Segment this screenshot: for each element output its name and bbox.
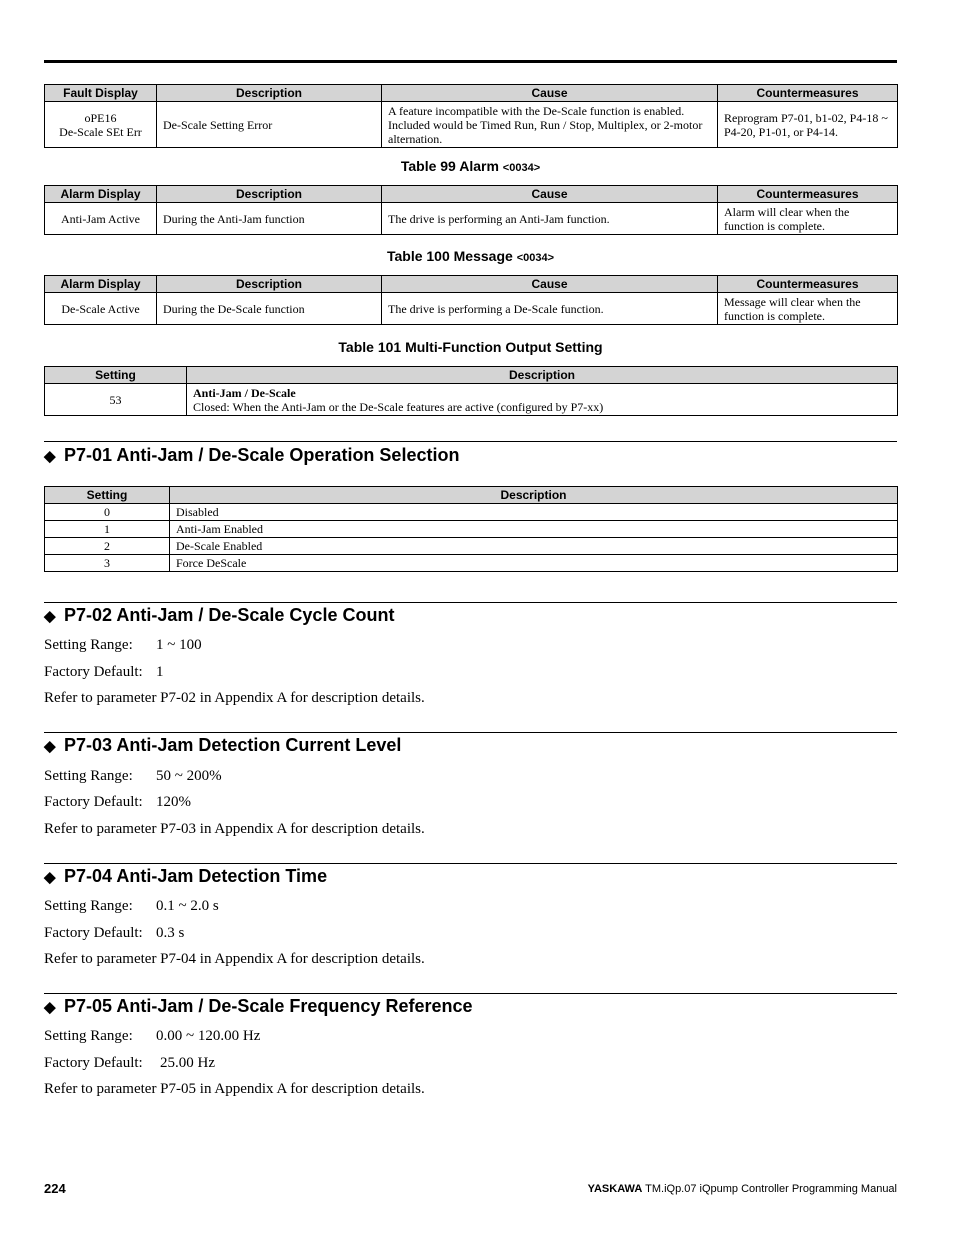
fault-code: oPE16 bbox=[84, 110, 117, 125]
fault-display-cell bbox=[45, 102, 157, 148]
table-header-row bbox=[45, 186, 898, 203]
caption-code: <0034> bbox=[516, 252, 555, 264]
setting-range: Setting Range: 0.00 ~ 120.00 Hz bbox=[44, 1028, 261, 1044]
factory-default: Factory Default: 120% bbox=[44, 794, 191, 810]
top-rule bbox=[44, 60, 897, 63]
table-100-caption: Table 100 Message <0034> bbox=[386, 248, 555, 264]
refer-text: Refer to parameter P7-05 in Appendix A for description details. bbox=[44, 1081, 425, 1097]
column-header: Description bbox=[187, 367, 898, 384]
table-header-row bbox=[45, 276, 898, 293]
factory-default: Factory Default: 25.00 Hz bbox=[44, 1055, 215, 1071]
column-header: Description bbox=[170, 487, 898, 504]
column-header: Description bbox=[157, 186, 382, 203]
factory-default-value: 120% bbox=[156, 794, 191, 810]
countermeasures-cell: Reprogram P7-01, b1-02, P4-18 ~ P4-20, P1-01, or P4-14. bbox=[718, 102, 898, 148]
table-row bbox=[45, 102, 898, 148]
section-rule bbox=[44, 732, 897, 733]
setting-cell: 1 bbox=[45, 521, 170, 538]
diamond-icon: ◆ bbox=[44, 738, 56, 755]
factory-default: Factory Default: 1 bbox=[44, 664, 164, 680]
section-heading-p7-03: ◆ P7-03 Anti-Jam Detection Current Level bbox=[44, 735, 402, 755]
cause-cell: The drive is performing a De-Scale function. bbox=[382, 293, 718, 325]
diamond-icon: ◆ bbox=[44, 869, 56, 886]
column-header: Fault Display bbox=[45, 85, 157, 102]
alarm-display-cell: Anti-Jam Active bbox=[45, 203, 157, 235]
table-101-caption: Table 101 Multi-Function Output Setting bbox=[338, 339, 603, 355]
column-header: Description bbox=[157, 276, 382, 293]
section-rule bbox=[44, 863, 897, 864]
diamond-icon: ◆ bbox=[44, 608, 56, 625]
setting-range-value: 1 ~ 100 bbox=[156, 637, 202, 653]
table-row bbox=[45, 555, 898, 572]
table-header-row bbox=[45, 85, 898, 102]
setting-range-value: 0.1 ~ 2.0 s bbox=[156, 898, 219, 914]
diamond-icon: ◆ bbox=[44, 448, 56, 465]
section-heading-p7-05: ◆ P7-05 Anti-Jam / De-Scale Frequency Reference bbox=[44, 996, 473, 1016]
description-cell: De-Scale Setting Error bbox=[157, 102, 382, 148]
column-header: Alarm Display bbox=[45, 276, 157, 293]
factory-default: Factory Default: 0.3 s bbox=[44, 925, 185, 941]
manual-name: TM.iQp.07 iQpump Controller Programming Manual bbox=[645, 1183, 897, 1195]
multi-function-output-table bbox=[44, 366, 898, 416]
factory-default-value: 1 bbox=[156, 664, 164, 680]
cause-cell: The drive is performing an Anti-Jam function. bbox=[382, 203, 718, 235]
section-heading-p7-04: ◆ P7-04 Anti-Jam Detection Time bbox=[44, 866, 328, 886]
table-header-row bbox=[45, 487, 898, 504]
table-row bbox=[45, 521, 898, 538]
table-99-caption: Table 99 Alarm <0034> bbox=[400, 158, 541, 174]
description-cell: Force DeScale bbox=[170, 555, 898, 572]
column-header: Cause bbox=[382, 276, 718, 293]
table-row bbox=[45, 504, 898, 521]
cause-cell: A feature incompatible with the De-Scale function is enabled. Included would be Timed Run, Run / Stop, Multiplex, or 2-motor alternation. bbox=[382, 102, 718, 148]
setting-cell: 2 bbox=[45, 538, 170, 555]
setting-range: Setting Range: 1 ~ 100 bbox=[44, 637, 202, 653]
column-header: Alarm Display bbox=[45, 186, 157, 203]
column-header: Countermeasures bbox=[718, 276, 898, 293]
description-cell: During the De-Scale function bbox=[157, 293, 382, 325]
table-header-row bbox=[45, 367, 898, 384]
setting-range-value: 50 ~ 200% bbox=[156, 768, 222, 784]
caption-code: <0034> bbox=[502, 162, 541, 174]
section-rule bbox=[44, 993, 897, 994]
description-cell bbox=[187, 384, 898, 416]
setting-range: Setting Range: 0.1 ~ 2.0 s bbox=[44, 898, 219, 914]
column-header: Setting bbox=[45, 367, 187, 384]
column-header: Countermeasures bbox=[718, 85, 898, 102]
column-header: Description bbox=[157, 85, 382, 102]
factory-default-value: 25.00 Hz bbox=[160, 1055, 215, 1071]
description-cell: De-Scale Enabled bbox=[170, 538, 898, 555]
diamond-icon: ◆ bbox=[44, 999, 56, 1016]
table-row bbox=[45, 384, 898, 416]
setting-cell: 53 bbox=[45, 384, 187, 416]
desc-text: Closed: When the Anti-Jam or the De-Scale features are active (configured by P7-xx) bbox=[193, 399, 604, 414]
refer-text: Refer to parameter P7-02 in Appendix A for description details. bbox=[44, 690, 425, 706]
p7-01-settings-table bbox=[44, 486, 898, 572]
column-header: Countermeasures bbox=[718, 186, 898, 203]
section-rule bbox=[44, 602, 897, 603]
alarm-table bbox=[44, 185, 898, 235]
table-row bbox=[45, 538, 898, 555]
table-row bbox=[45, 203, 898, 235]
table-row bbox=[45, 293, 898, 325]
column-header: Cause bbox=[382, 85, 718, 102]
refer-text: Refer to parameter P7-03 in Appendix A for description details. bbox=[44, 821, 425, 837]
section-heading-p7-01: ◆ P7-01 Anti-Jam / De-Scale Operation Selection bbox=[44, 445, 460, 465]
description-cell: Disabled bbox=[170, 504, 898, 521]
refer-text: Refer to parameter P7-04 in Appendix A for description details. bbox=[44, 951, 425, 967]
countermeasures-cell: Message will clear when the function is complete. bbox=[718, 293, 898, 325]
desc-title: Anti-Jam / De-Scale bbox=[193, 385, 296, 400]
footer-manual-title bbox=[588, 1183, 897, 1195]
page-number: 224 bbox=[44, 1181, 66, 1196]
column-header: Setting bbox=[45, 487, 170, 504]
factory-default-value: 0.3 s bbox=[156, 925, 185, 941]
brand-name: YASKAWA bbox=[587, 1183, 643, 1195]
description-cell: Anti-Jam Enabled bbox=[170, 521, 898, 538]
fault-name: De-Scale SEt Err bbox=[59, 124, 142, 139]
fault-table bbox=[44, 84, 898, 148]
section-rule bbox=[44, 441, 897, 442]
setting-range-value: 0.00 ~ 120.00 Hz bbox=[156, 1028, 261, 1044]
section-heading-p7-02: ◆ P7-02 Anti-Jam / De-Scale Cycle Count bbox=[44, 605, 395, 625]
setting-range: Setting Range: 50 ~ 200% bbox=[44, 768, 222, 784]
message-table bbox=[44, 275, 898, 325]
description-cell: During the Anti-Jam function bbox=[157, 203, 382, 235]
countermeasures-cell: Alarm will clear when the function is complete. bbox=[718, 203, 898, 235]
alarm-display-cell: De-Scale Active bbox=[45, 293, 157, 325]
setting-cell: 0 bbox=[45, 504, 170, 521]
setting-cell: 3 bbox=[45, 555, 170, 572]
column-header: Cause bbox=[382, 186, 718, 203]
